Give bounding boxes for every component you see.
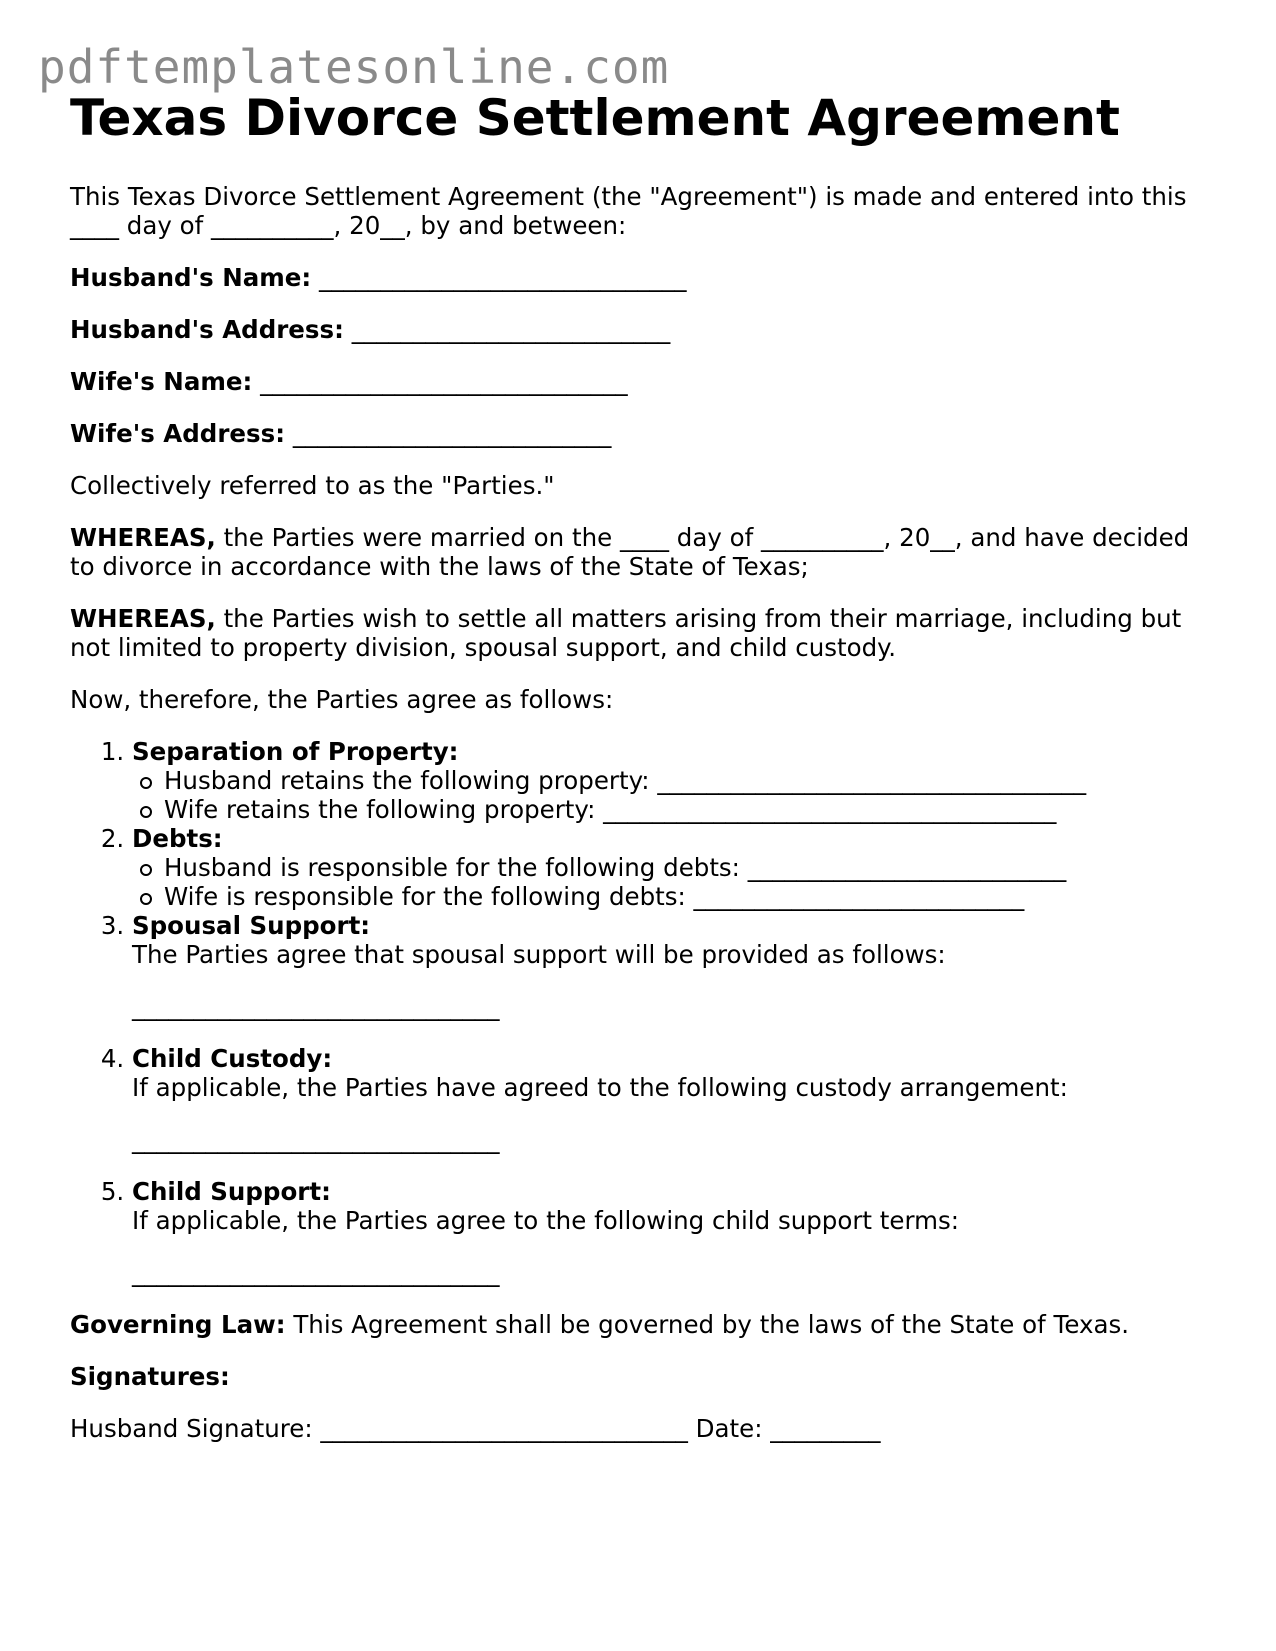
- term-debts-heading: Debts:: [132, 824, 223, 853]
- husband-signature-line: [70, 1414, 1220, 1443]
- signature-date-label: Date:: [687, 1414, 771, 1443]
- whereas-label: WHEREAS,: [70, 604, 216, 633]
- husband-address-blank[interactable]: __________________________: [351, 315, 671, 344]
- collective-paragraph: Collectively referred to as the "Parties.": [70, 471, 555, 500]
- signatures-heading: [70, 1362, 1220, 1391]
- child-support-text: If applicable, the Parties agree to the following child support terms:: [132, 1206, 960, 1235]
- child-support-blank[interactable]: ______________________________: [132, 1258, 500, 1287]
- governing-law-label: Governing Law:: [70, 1310, 286, 1339]
- husband-address-label: Husband's Address:: [70, 315, 344, 344]
- wife-name-blank[interactable]: ______________________________: [260, 367, 628, 396]
- husband-name-line: [70, 263, 1220, 292]
- term-debts: [132, 824, 1220, 911]
- watermark: pdftemplatesonline.com: [38, 40, 670, 94]
- governing-law-paragraph: [70, 1310, 1220, 1339]
- husband-name-label: Husband's Name:: [70, 263, 312, 292]
- whereas-settle-paragraph: [70, 604, 1220, 662]
- spousal-support-blank[interactable]: ______________________________: [132, 992, 500, 1021]
- term-child-support: [132, 1177, 1220, 1287]
- wife-debts-item[interactable]: Wife is responsible for the following debts: ___________________________: [164, 882, 1220, 911]
- child-custody-blank[interactable]: ______________________________: [132, 1125, 500, 1154]
- debts-sublist: [132, 853, 1220, 911]
- signature-date-blank[interactable]: _________: [770, 1414, 881, 1443]
- wife-address-blank[interactable]: __________________________: [292, 419, 612, 448]
- wife-address-line: [70, 419, 1220, 448]
- term-child-custody: [132, 1044, 1220, 1154]
- whereas-label: WHEREAS,: [70, 523, 216, 552]
- husband-signature-label: Husband Signature:: [70, 1414, 321, 1443]
- husband-debts-item[interactable]: Husband is responsible for the following debts: __________________________: [164, 853, 1220, 882]
- whereas-married-text: the Parties were married on the ____ day of __________, 20__, and have decided to divorce in accordance with the laws of the State of Texas;: [70, 523, 1190, 581]
- whereas-settle-text: the Parties wish to settle all matters arising from their marriage, including but not limited to property division, spousal support, and child custody.: [70, 604, 1182, 662]
- term-spousal-support: [132, 911, 1220, 1021]
- now-therefore-paragraph: Now, therefore, the Parties agree as follows:: [70, 685, 614, 714]
- wife-name-label: Wife's Name:: [70, 367, 253, 396]
- document-title: Texas Divorce Settlement Agreement: [70, 89, 1120, 147]
- term-property-heading: Separation of Property:: [132, 737, 459, 766]
- property-sublist: [132, 766, 1220, 824]
- governing-law-text: This Agreement shall be governed by the laws of the State of Texas.: [285, 1310, 1130, 1339]
- husband-property-item[interactable]: Husband retains the following property: ___________________________________: [164, 766, 1220, 795]
- term-property: [132, 737, 1220, 824]
- term-spousal-heading: Spousal Support:: [132, 911, 371, 940]
- document-body: [70, 182, 1220, 1466]
- whereas-married-paragraph: [70, 523, 1220, 581]
- husband-name-blank[interactable]: ______________________________: [318, 263, 687, 292]
- wife-name-line: [70, 367, 1220, 396]
- intro-paragraph: This Texas Divorce Settlement Agreement (the "Agreement") is made and entered into this ____ day of __________, 20__, by and between:: [70, 182, 1187, 240]
- wife-property-item[interactable]: Wife retains the following property: _____________________________________: [164, 795, 1220, 824]
- child-custody-text: If applicable, the Parties have agreed to the following custody arrangement:: [132, 1073, 1068, 1102]
- husband-address-line: [70, 315, 1220, 344]
- term-child-support-heading: Child Support:: [132, 1177, 331, 1206]
- term-custody-heading: Child Custody:: [132, 1044, 333, 1073]
- wife-address-label: Wife's Address:: [70, 419, 286, 448]
- signatures-heading-label: Signatures:: [70, 1362, 230, 1391]
- terms-list: [70, 737, 1220, 1287]
- spousal-support-text: The Parties agree that spousal support will be provided as follows:: [132, 940, 946, 969]
- husband-signature-blank[interactable]: ______________________________: [320, 1414, 688, 1443]
